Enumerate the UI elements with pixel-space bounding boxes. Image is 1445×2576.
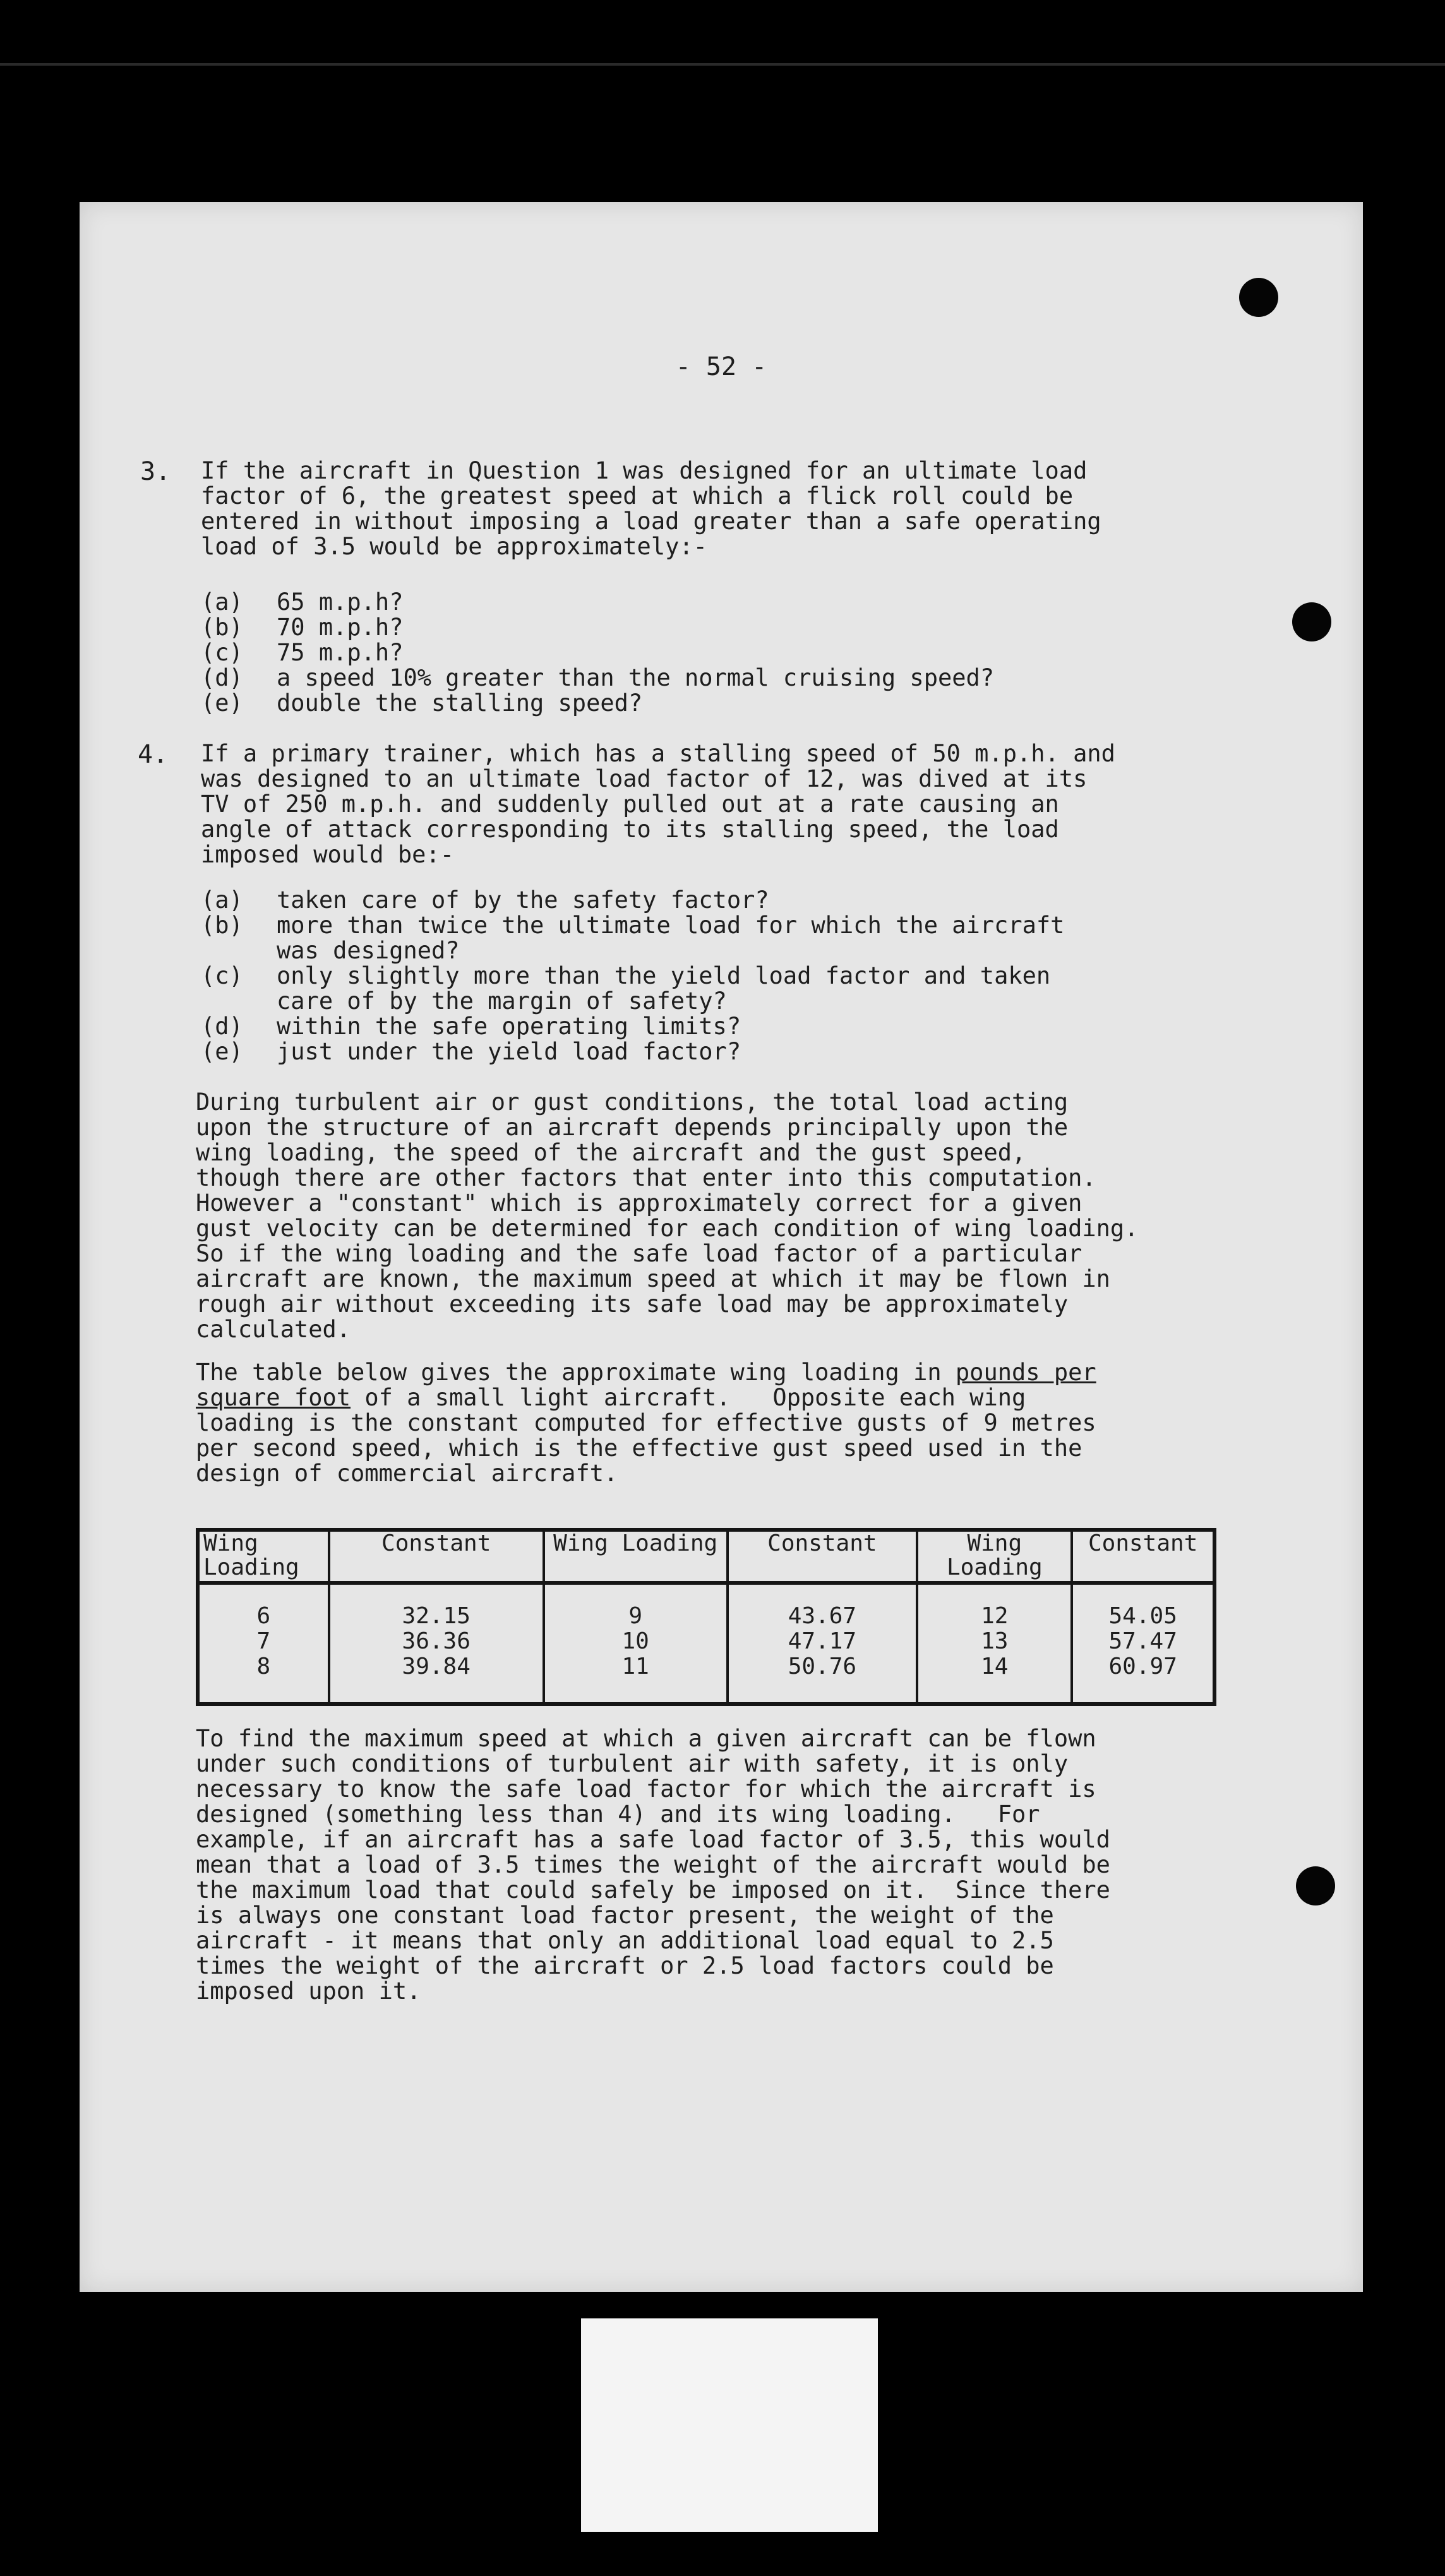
table-header: Constant	[728, 1530, 918, 1583]
blank-card-stub	[581, 2318, 878, 2532]
text-line: To find the maximum speed at which a given aircraft can be flown	[196, 1725, 1096, 1752]
table-cell: 14	[981, 1654, 1009, 1679]
option-label: (b)	[201, 614, 243, 641]
table-cell: 9	[628, 1603, 643, 1629]
question-3-option-b	[201, 614, 404, 641]
option-label: (a)	[201, 588, 243, 616]
option-text: a speed 10% greater than the normal cruising speed?	[277, 664, 995, 691]
table-cell: 32.15	[402, 1603, 471, 1629]
option-label: (e)	[201, 689, 243, 717]
paragraph-gusts	[196, 1090, 1138, 1342]
text-line: gust velocity can be determined for each condition of wing loading.	[196, 1215, 1139, 1242]
text-line: factor of 6, the greatest speed at which a flick roll could be	[201, 482, 1074, 510]
text-line: under such conditions of turbulent air with safety, it is only	[196, 1750, 1069, 1777]
table-cell-column	[544, 1583, 728, 1704]
text-line: aircraft are known, the maximum speed at which it may be flown in	[196, 1265, 1110, 1292]
punch-hole-middle	[1292, 602, 1331, 641]
table-cell: 11	[621, 1654, 649, 1679]
option-label: (a)	[201, 886, 243, 914]
text-line: load of 3.5 would be approximately:-	[201, 533, 707, 560]
question-3-number: 3.	[140, 457, 171, 486]
wing-loading-table	[196, 1528, 1216, 1706]
option-label: (c)	[201, 639, 243, 666]
table-cell: 47.17	[788, 1628, 857, 1654]
option-text: just under the yield load factor?	[277, 1038, 741, 1065]
table-cell-column	[329, 1583, 544, 1704]
table-cell: 43.67	[788, 1603, 857, 1629]
text-line: wing loading, the speed of the aircraft and the gust speed,	[196, 1139, 1026, 1166]
table-header: Wing Loading	[544, 1530, 728, 1583]
table-cell-column	[728, 1583, 918, 1704]
table-cell: 7	[256, 1628, 271, 1654]
table-cell: 6	[256, 1603, 271, 1629]
option-label: (b)	[201, 912, 243, 939]
paragraph-final	[196, 1726, 1110, 2004]
text-line: angle of attack corresponding to its stalling speed, the load	[201, 816, 1059, 843]
question-4-option-b	[201, 912, 1065, 964]
text-line: aircraft - it means that only an additional load equal to 2.5	[196, 1927, 1054, 1954]
underlined-units: pounds per	[955, 1359, 1096, 1386]
text-line: rough air without exceeding its safe load may be approximately	[196, 1291, 1069, 1318]
punch-hole-top	[1239, 278, 1278, 317]
page-number: - 52 -	[675, 352, 767, 381]
option-label: (e)	[201, 1038, 243, 1065]
question-3-option-a	[201, 588, 404, 616]
option-text: 65 m.p.h?	[277, 588, 404, 616]
option-text: 75 m.p.h?	[277, 639, 404, 666]
option-text: double the stalling speed?	[277, 689, 643, 717]
text-line	[196, 1360, 1096, 1385]
table-cell: 13	[981, 1628, 1009, 1654]
text-line: design of commercial aircraft.	[196, 1460, 618, 1487]
table-cell: 8	[256, 1654, 271, 1679]
text-run: The table below gives the approximate wing loading in	[196, 1359, 956, 1386]
text-line: During turbulent air or gust conditions, the total load acting	[196, 1088, 1069, 1116]
text-line: is always one constant load factor present, the weight of the	[196, 1902, 1054, 1929]
option-text: taken care of by the safety factor?	[277, 886, 769, 914]
text-line: If a primary trainer, which has a stalling speed of 50 m.p.h. and	[201, 740, 1115, 767]
table-cell: 39.84	[402, 1654, 471, 1679]
table-header: Constant	[1072, 1530, 1214, 1583]
underlined-units: square foot	[196, 1384, 351, 1411]
question-4-option-e	[201, 1038, 741, 1065]
text-line: However a "constant" which is approximately correct for a given	[196, 1190, 1082, 1217]
text-line: loading is the constant computed for effective gusts of 9 metres	[196, 1409, 1096, 1436]
text-line: mean that a load of 3.5 times the weight of the aircraft would be	[196, 1851, 1110, 1878]
table-header: Constant	[329, 1530, 544, 1583]
option-text: within the safe operating limits?	[277, 1013, 741, 1040]
text-line: the maximum load that could safely be imposed on it. Since there	[196, 1876, 1110, 1904]
text-line: TV of 250 m.p.h. and suddenly pulled out at a rate causing an	[201, 790, 1059, 818]
text-line: per second speed, which is the effective gust speed used in the	[196, 1434, 1082, 1462]
text-run: of a small light aircraft. Opposite each wing	[351, 1384, 1026, 1411]
option-text: only slightly more than the yield load factor and taken care of by the margin of safety?	[277, 962, 1051, 1015]
option-text: 70 m.p.h?	[277, 614, 404, 641]
text-line: though there are other factors that enter into this computation.	[196, 1164, 1096, 1191]
question-4-option-d	[201, 1013, 741, 1040]
text-line	[196, 1385, 1096, 1410]
option-label: (d)	[201, 664, 243, 691]
table-cell-column	[1072, 1583, 1214, 1704]
table-cell: 54.05	[1108, 1603, 1177, 1629]
text-line: imposed upon it.	[196, 1977, 421, 2005]
table-cell: 50.76	[788, 1654, 857, 1679]
film-strip-edge	[0, 63, 1445, 66]
table-cell: 12	[981, 1603, 1009, 1629]
option-label: (c)	[201, 962, 243, 989]
text-line: necessary to know the safe load factor for which the aircraft is	[196, 1775, 1096, 1803]
text-line: upon the structure of an aircraft depends principally upon the	[196, 1114, 1069, 1141]
question-4-text	[201, 741, 1115, 868]
text-line: designed (something less than 4) and its wing loading. For	[196, 1801, 1040, 1828]
punch-hole-bottom	[1296, 1866, 1335, 1905]
text-line: times the weight of the aircraft or 2.5 load factors could be	[196, 1952, 1054, 1979]
table-cell-column	[198, 1583, 329, 1704]
question-3-option-c	[201, 639, 404, 666]
option-text: more than twice the ultimate load for which the aircraft was designed?	[277, 912, 1065, 964]
question-4-option-a	[201, 886, 769, 914]
option-label: (d)	[201, 1013, 243, 1040]
question-3-option-d	[201, 664, 995, 691]
question-3-option-e	[201, 689, 643, 717]
table-header-row	[198, 1530, 1214, 1583]
document-page	[80, 202, 1363, 2292]
table-body-row	[198, 1583, 1214, 1704]
question-4-option-c	[201, 962, 1051, 1015]
text-line: So if the wing loading and the safe load factor of a particular	[196, 1240, 1082, 1267]
text-line: entered in without imposing a load greater than a safe operating	[201, 508, 1101, 535]
paragraph-table-intro	[196, 1360, 1096, 1486]
text-line: calculated.	[196, 1316, 351, 1343]
table-cell-column	[917, 1583, 1072, 1704]
text-line: imposed would be:-	[201, 841, 454, 868]
question-3-text	[201, 458, 1101, 559]
text-line: example, if an aircraft has a safe load factor of 3.5, this would	[196, 1826, 1110, 1853]
table-cell: 57.47	[1108, 1628, 1177, 1654]
table-cell: 10	[621, 1628, 649, 1654]
table-cell: 60.97	[1108, 1654, 1177, 1679]
question-4-number: 4.	[138, 740, 169, 769]
table-cell: 36.36	[402, 1628, 471, 1654]
text-line: If the aircraft in Question 1 was designed for an ultimate load	[201, 457, 1088, 484]
table-header: Wing Loading	[198, 1530, 329, 1583]
text-line: was designed to an ultimate load factor of 12, was dived at its	[201, 765, 1088, 792]
table-header: Wing Loading	[917, 1530, 1072, 1583]
